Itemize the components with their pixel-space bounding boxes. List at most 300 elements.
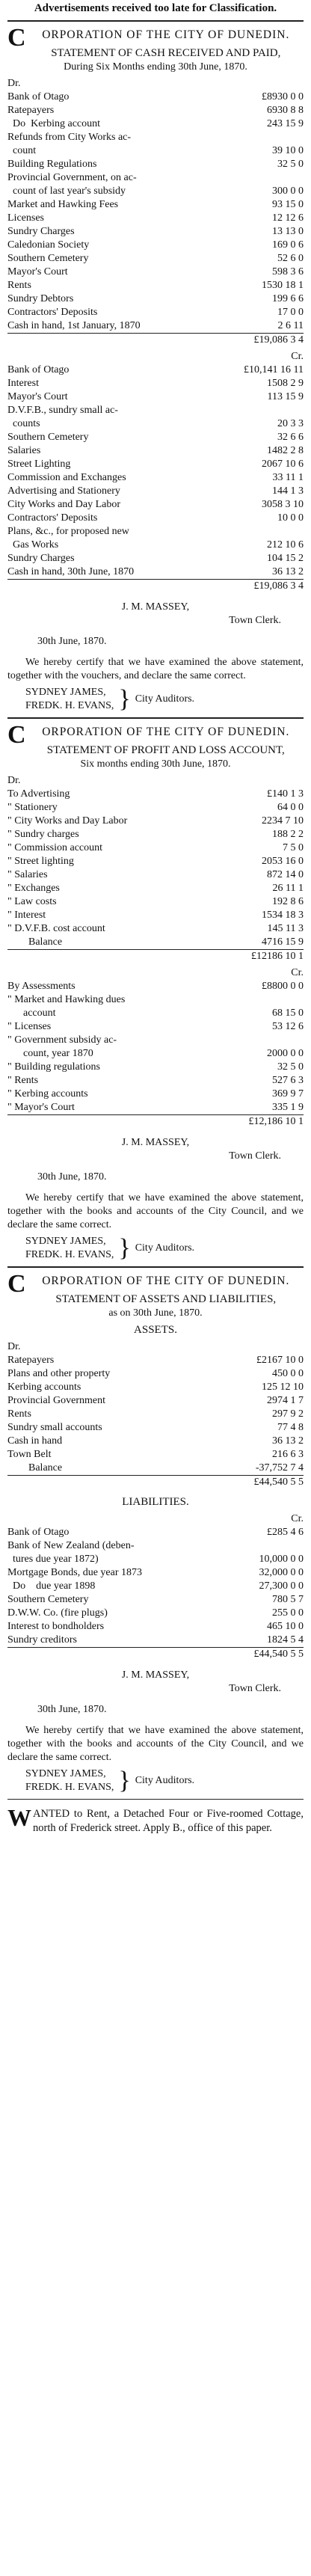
ledger-label: " D.V.F.B. cost account xyxy=(7,923,105,934)
ledger-row xyxy=(7,539,304,552)
ledger-row xyxy=(7,815,304,828)
ledger-row xyxy=(7,1421,304,1435)
ledger-amount: 4716 15 9 xyxy=(262,936,304,948)
ledger-amount: 77 4 8 xyxy=(277,1422,304,1433)
ledger-amount: 1824 5 4 xyxy=(267,1634,304,1646)
ledger-amount xyxy=(221,525,304,539)
ledger-label: Rents xyxy=(7,280,31,291)
credit-table xyxy=(7,364,304,579)
ledger-row xyxy=(7,117,304,131)
liabilities-table xyxy=(7,1526,304,1647)
ledger-row xyxy=(7,91,304,104)
ledger-label: count xyxy=(7,145,37,156)
statement-title: STATEMENT OF PROFIT AND LOSS ACCOUNT, xyxy=(46,744,285,756)
ledger-row xyxy=(7,1381,304,1394)
heading-text: ORPORATION OF THE CITY OF DUNEDIN. xyxy=(42,726,290,738)
ledger-amount: 113 15 9 xyxy=(267,391,304,402)
ledger-row xyxy=(7,841,304,855)
ledger-row xyxy=(7,131,304,144)
ledger-amount: 2000 0 0 xyxy=(267,1048,304,1059)
ledger-row xyxy=(7,909,304,922)
ledger-row xyxy=(7,1047,304,1061)
assets-heading: ASSETS. xyxy=(134,1324,177,1336)
ledger-row xyxy=(7,377,304,390)
ledger-label: Commission and Exchanges xyxy=(7,472,126,483)
ledger-row xyxy=(7,1620,304,1634)
ledger-label: " Government subsidy ac- xyxy=(7,1034,117,1046)
ledger-amount: 32 5 0 xyxy=(277,159,304,170)
debit-label: Dr. xyxy=(7,1341,21,1352)
auditor-role: City Auditors. xyxy=(135,693,195,705)
ledger-amount: 52 6 0 xyxy=(277,253,304,264)
credit-label: Cr. xyxy=(291,967,304,978)
ledger-row xyxy=(7,828,304,841)
ledger-row xyxy=(7,1034,304,1047)
ledger-label: Gas Works xyxy=(7,539,59,551)
ledger-label: Ratepayers xyxy=(7,1355,55,1366)
debit-label: Dr. xyxy=(7,78,21,89)
divider xyxy=(7,1266,304,1268)
total-amount: £44,540 5 5 xyxy=(221,1476,304,1490)
ledger-label: account xyxy=(7,1008,56,1019)
ledger-label: Sundry creditors xyxy=(7,1634,77,1646)
ledger-label: " Law costs xyxy=(7,896,57,907)
statement-title: STATEMENT OF CASH RECEIVED AND PAID, xyxy=(51,47,281,59)
ledger-row xyxy=(7,306,304,319)
ledger-label: Balance xyxy=(7,1462,63,1473)
ledger-label: Sundry small accounts xyxy=(7,1422,102,1433)
ledger-label: Southern Cemetery xyxy=(7,432,89,443)
ledger-amount: 32,000 0 0 xyxy=(259,1567,304,1578)
ledger-amount: 32 5 0 xyxy=(277,1061,304,1073)
statement-subtitle: During Six Months ending 30th June, 1870. xyxy=(64,61,247,73)
total-amount: £19,086 3 4 xyxy=(221,334,304,348)
drop-cap: C xyxy=(7,721,27,749)
ledger-label: Building Regulations xyxy=(7,159,97,170)
assets-liabilities-statement xyxy=(7,1270,304,1794)
ledger-label: Salaries xyxy=(7,445,41,456)
ledger-label: Cash in hand, 30th June, 1870 xyxy=(7,566,135,577)
ledger-label: Town Belt xyxy=(7,1449,52,1460)
ledger-row xyxy=(7,1367,304,1381)
drop-cap: W xyxy=(7,1804,31,1831)
ledger-row xyxy=(7,444,304,458)
ledger-row xyxy=(7,158,304,171)
credit-label: Cr. xyxy=(291,351,304,362)
ledger-label: Street Lighting xyxy=(7,459,71,470)
ledger-label: Southern Cemetery xyxy=(7,253,89,264)
ledger-amount: 6930 8 8 xyxy=(267,105,304,116)
section-heading xyxy=(7,1270,304,1298)
total-row xyxy=(7,580,304,594)
total-amount: £19,086 3 4 xyxy=(221,580,304,594)
ledger-row xyxy=(7,512,304,525)
brace-glyph: } xyxy=(118,1234,131,1262)
ledger-row xyxy=(7,364,304,377)
signature-title: Town Clerk. xyxy=(229,1150,281,1162)
ledger-label: Bank of Otago xyxy=(7,364,70,375)
ledger-label: Balance xyxy=(7,936,63,948)
profit-loss-statement xyxy=(7,721,304,1262)
ledger-amount: £8800 0 0 xyxy=(262,981,304,992)
ledger-row xyxy=(7,552,304,565)
certification: We hereby certify that we have examined the above statement, together with the books and accounts of the City Council, and we declare the same correct. xyxy=(7,1192,304,1230)
ledger-amount: 527 6 3 xyxy=(272,1075,304,1086)
ledger-row xyxy=(7,936,304,949)
ledger-label: Interest xyxy=(7,378,39,389)
ledger-label: Plans, &c., for proposed new xyxy=(7,526,129,537)
ledger-amount: 33 11 1 xyxy=(272,472,304,483)
ledger-amount: 2974 1 7 xyxy=(267,1395,304,1406)
auditor-role: City Auditors. xyxy=(135,1242,195,1254)
ledger-amount xyxy=(221,131,304,144)
signature-title: Town Clerk. xyxy=(229,1683,281,1694)
ledger-label: To Advertising xyxy=(7,788,70,800)
ledger-amount xyxy=(221,993,304,1007)
ledger-amount: 465 10 0 xyxy=(267,1621,304,1632)
ledger-amount: 255 0 0 xyxy=(272,1607,304,1619)
masthead: Advertisements received too late for Classification. xyxy=(34,2,277,14)
statement-date: 30th June, 1870. xyxy=(37,636,107,647)
ledger-label: Provincial Government xyxy=(7,1395,106,1406)
ledger-row xyxy=(7,882,304,895)
credit-table xyxy=(7,980,304,1114)
ledger-row xyxy=(7,1394,304,1408)
total-amount: £12186 10 1 xyxy=(221,950,304,964)
ledger-amount: 2053 16 0 xyxy=(262,856,304,867)
ledger-row xyxy=(7,855,304,868)
ledger-amount: 1508 2 9 xyxy=(267,378,304,389)
ledger-amount: £8930 0 0 xyxy=(262,91,304,102)
ledger-row xyxy=(7,471,304,485)
auditors-block xyxy=(7,1767,304,1794)
ledger-amount: 7 5 0 xyxy=(283,842,304,853)
ledger-label: Interest to bondholders xyxy=(7,1621,105,1632)
ledger-label: Sundry Debtors xyxy=(7,293,74,304)
ledger-row xyxy=(7,788,304,801)
ledger-amount: 1534 18 3 xyxy=(262,910,304,921)
auditors-block xyxy=(7,686,304,713)
ledger-label: " Salaries xyxy=(7,869,48,880)
ledger-row xyxy=(7,980,304,993)
divider xyxy=(7,20,304,22)
ledger-row xyxy=(7,1553,304,1566)
ledger-row xyxy=(7,1435,304,1448)
ledger-amount: 300 0 0 xyxy=(272,185,304,197)
ledger-row xyxy=(7,185,304,198)
ledger-label: " Commission account xyxy=(7,842,103,853)
ledger-amount: 145 11 3 xyxy=(267,923,304,934)
total-row xyxy=(7,1115,304,1129)
ledger-row xyxy=(7,922,304,936)
ledger-row xyxy=(7,485,304,498)
ledger-label: Contractors' Deposits xyxy=(7,307,98,318)
ledger-amount: 93 15 0 xyxy=(272,199,304,210)
auditor-name: SYDNEY JAMES, xyxy=(25,687,106,698)
ledger-label: " City Works and Day Labor xyxy=(7,815,128,827)
ledger-row xyxy=(7,993,304,1007)
ledger-row xyxy=(7,458,304,471)
drop-cap: C xyxy=(7,1270,27,1298)
statement-date: 30th June, 1870. xyxy=(37,1704,107,1715)
ledger-row xyxy=(7,1566,304,1580)
ledger-label: Bank of New Zealand (deben- xyxy=(7,1540,135,1551)
ledger-label: Cash in hand xyxy=(7,1435,63,1447)
ledger-amount xyxy=(221,171,304,185)
debit-table xyxy=(7,91,304,333)
ledger-row xyxy=(7,104,304,117)
ledger-row xyxy=(7,171,304,185)
ledger-row xyxy=(7,565,304,579)
ledger-row xyxy=(7,1539,304,1553)
ledger-amount: 32 6 6 xyxy=(277,432,304,443)
ledger-label: Advertising and Stationery xyxy=(7,485,120,497)
auditor-name: SYDNEY JAMES, xyxy=(25,1768,106,1779)
ledger-amount xyxy=(221,404,304,417)
ledger-row xyxy=(7,266,304,279)
ledger-amount: 192 8 6 xyxy=(272,896,304,907)
ledger-label: " Mayor's Court xyxy=(7,1102,75,1113)
total-row xyxy=(7,950,304,964)
ledger-row xyxy=(7,1020,304,1034)
ledger-row xyxy=(7,498,304,512)
ledger-amount: 598 3 6 xyxy=(272,266,304,277)
ledger-row xyxy=(7,1526,304,1539)
signature: J. M. MASSEY, xyxy=(121,601,190,613)
ledger-amount: 10,000 0 0 xyxy=(259,1554,304,1565)
ledger-amount: 1530 18 1 xyxy=(262,280,304,291)
ledger-row xyxy=(7,1088,304,1101)
ledger-label: Licenses xyxy=(7,212,44,224)
ledger-label: Market and Hawking Fees xyxy=(7,199,119,210)
ledger-row xyxy=(7,801,304,815)
brace-glyph: } xyxy=(118,685,131,713)
ledger-row xyxy=(7,868,304,882)
ledger-row xyxy=(7,292,304,306)
assets-total-table xyxy=(7,1475,304,1489)
debit-total-table xyxy=(7,333,304,347)
ledger-amount: £285 4 6 xyxy=(267,1527,304,1538)
assets-table xyxy=(7,1354,304,1475)
total-amount: £44,540 5 5 xyxy=(221,1648,304,1662)
certification: We hereby certify that we have examined the above statement, together with the vouchers, and declare the same correct. xyxy=(7,657,304,681)
ledger-amount: 17 0 0 xyxy=(277,307,304,318)
debit-total-table xyxy=(7,949,304,963)
total-row xyxy=(7,1648,304,1662)
ledger-amount: 169 0 6 xyxy=(272,239,304,251)
ledger-label: Do due year 1898 xyxy=(7,1580,96,1592)
ledger-amount: 36 13 2 xyxy=(272,566,304,577)
ledger-row xyxy=(7,225,304,239)
ledger-amount: 216 6 3 xyxy=(272,1449,304,1460)
ledger-amount: 212 10 6 xyxy=(267,539,304,551)
divider xyxy=(7,717,304,719)
auditor-name: FREDK. H. EVANS, xyxy=(25,1782,114,1793)
signature: J. M. MASSEY, xyxy=(121,1137,190,1148)
total-row xyxy=(7,1476,304,1490)
ledger-label: Cash in hand, 1st January, 1870 xyxy=(7,320,141,331)
notice-text: ANTED to Rent, a Detached Four or Five-roomed Cottage, north of Frederick street. Apply B., office of this paper. xyxy=(33,1808,304,1834)
ledger-label: Bank of Otago xyxy=(7,91,70,102)
cash-statement xyxy=(7,24,304,713)
ledger-row xyxy=(7,1580,304,1593)
ledger-label: Contractors' Deposits xyxy=(7,512,98,524)
ledger-amount: 68 15 0 xyxy=(272,1008,304,1019)
ledger-row xyxy=(7,1354,304,1367)
ledger-label: Provincial Government, on ac- xyxy=(7,172,137,183)
ledger-amount: 872 14 0 xyxy=(267,869,304,880)
ledger-label: City Works and Day Labor xyxy=(7,499,121,510)
ledger-amount: £2167 10 0 xyxy=(256,1355,304,1366)
ledger-amount: 26 11 1 xyxy=(272,883,304,894)
statement-subtitle: Six months ending 30th June, 1870. xyxy=(80,758,231,770)
ledger-amount: 780 5 7 xyxy=(272,1594,304,1605)
ledger-row xyxy=(7,525,304,539)
heading-text: ORPORATION OF THE CITY OF DUNEDIN. xyxy=(42,28,290,41)
ledger-amount: 20 3 3 xyxy=(277,418,304,429)
ledger-row xyxy=(7,279,304,292)
liabilities-heading: LIABILITIES. xyxy=(122,1496,189,1508)
ledger-row xyxy=(7,417,304,431)
ledger-row xyxy=(7,1593,304,1607)
ledger-amount: £10,141 16 11 xyxy=(244,364,304,375)
ledger-label: Sundry Charges xyxy=(7,553,75,564)
ledger-amount: 2067 10 6 xyxy=(262,459,304,470)
ledger-label: " Stationery xyxy=(7,802,58,813)
ledger-label: " Kerbing accounts xyxy=(7,1088,88,1100)
debit-label: Dr. xyxy=(7,775,21,786)
brace-glyph: } xyxy=(118,1767,131,1794)
ledger-label: " Rents xyxy=(7,1075,39,1086)
ledger-row xyxy=(7,1074,304,1088)
auditors-block xyxy=(7,1235,304,1262)
ledger-amount xyxy=(221,1539,304,1553)
signature-title: Town Clerk. xyxy=(229,615,281,626)
ledger-label: Mayor's Court xyxy=(7,391,68,402)
section-heading xyxy=(7,721,304,749)
ledger-label: tures due year 1872) xyxy=(7,1554,99,1565)
ledger-amount: 12 12 6 xyxy=(272,212,304,224)
ledger-label: " Market and Hawking dues xyxy=(7,994,126,1005)
ledger-label: Plans and other property xyxy=(7,1368,111,1379)
credit-total-table xyxy=(7,1114,304,1129)
ledger-amount: 10 0 0 xyxy=(277,512,304,524)
heading-text: ORPORATION OF THE CITY OF DUNEDIN. xyxy=(42,1275,290,1287)
ledger-amount: 144 1 3 xyxy=(272,485,304,497)
auditor-name: SYDNEY JAMES, xyxy=(25,1236,106,1247)
ledger-amount: 450 0 0 xyxy=(272,1368,304,1379)
ledger-amount: 199 6 6 xyxy=(272,293,304,304)
ledger-amount: 335 1 9 xyxy=(272,1102,304,1113)
ledger-amount: 39 10 0 xyxy=(272,145,304,156)
ledger-label: Southern Cemetery xyxy=(7,1594,89,1605)
ledger-label: Bank of Otago xyxy=(7,1527,70,1538)
ledger-label: " Exchanges xyxy=(7,883,60,894)
ledger-label: Do Kerbing account xyxy=(7,118,101,129)
statement-subtitle: as on 30th June, 1870. xyxy=(108,1307,203,1319)
statement-date: 30th June, 1870. xyxy=(37,1171,107,1183)
ledger-amount: 36 13 2 xyxy=(272,1435,304,1447)
total-amount: £12,186 10 1 xyxy=(221,1115,304,1129)
ledger-row xyxy=(7,1634,304,1647)
ledger-label: " Street lighting xyxy=(7,856,74,867)
ledger-row xyxy=(7,431,304,444)
ledger-row xyxy=(7,895,304,909)
auditor-name: FREDK. H. EVANS, xyxy=(25,700,114,711)
ledger-label: Mayor's Court xyxy=(7,266,68,277)
ledger-amount: 125 12 10 xyxy=(262,1381,304,1393)
ledger-amount xyxy=(221,1034,304,1047)
ledger-amount: 297 9 2 xyxy=(272,1408,304,1420)
ledger-amount: 64 0 0 xyxy=(277,802,304,813)
ledger-label: Refunds from City Works ac- xyxy=(7,132,132,143)
ledger-label: count, year 1870 xyxy=(7,1048,93,1059)
liabilities-total-table xyxy=(7,1647,304,1661)
credit-label: Cr. xyxy=(291,1513,304,1524)
statement-title: STATEMENT OF ASSETS AND LIABILITIES, xyxy=(55,1293,277,1305)
ledger-amount: 3058 3 10 xyxy=(262,499,304,510)
ledger-label: Rents xyxy=(7,1408,31,1420)
divider xyxy=(7,1799,304,1800)
ledger-row xyxy=(7,212,304,225)
auditor-role: City Auditors. xyxy=(135,1775,195,1786)
ledger-label: " Building regulations xyxy=(7,1061,100,1073)
total-row xyxy=(7,334,304,348)
ledger-amount: £140 1 3 xyxy=(267,788,304,800)
ledger-label: Caledonian Society xyxy=(7,239,90,251)
ledger-label: D.W.W. Co. (fire plugs) xyxy=(7,1607,108,1619)
ledger-label: Mortgage Bonds, due year 1873 xyxy=(7,1567,143,1578)
ledger-row xyxy=(7,390,304,404)
ledger-label: Sundry Charges xyxy=(7,226,75,237)
ledger-row xyxy=(7,1408,304,1421)
certification: We hereby certify that we have examined the above statement, together with the books and accounts of the City Council, and we declare the same correct. xyxy=(7,1725,304,1763)
ledger-label: " Interest xyxy=(7,910,46,921)
auditor-name: FREDK. H. EVANS, xyxy=(25,1249,114,1260)
ledger-label: Ratepayers xyxy=(7,105,55,116)
ledger-amount: 369 9 7 xyxy=(272,1088,304,1100)
ledger-row xyxy=(7,1607,304,1620)
ledger-amount: 1482 2 8 xyxy=(267,445,304,456)
ledger-amount: 13 13 0 xyxy=(272,226,304,237)
drop-cap: C xyxy=(7,24,27,52)
ledger-row xyxy=(7,404,304,417)
ledger-row xyxy=(7,1061,304,1074)
ledger-row xyxy=(7,1007,304,1020)
ledger-label: By Assessments xyxy=(7,981,76,992)
section-heading xyxy=(7,24,304,52)
ledger-label: counts xyxy=(7,418,40,429)
ledger-amount: 53 12 6 xyxy=(272,1021,304,1032)
ledger-row xyxy=(7,239,304,252)
ledger-amount: 27,300 0 0 xyxy=(259,1580,304,1592)
ledger-amount: 2 6 11 xyxy=(277,320,304,331)
ledger-row xyxy=(7,252,304,266)
ledger-amount: 104 15 2 xyxy=(267,553,304,564)
ledger-amount: 188 2 2 xyxy=(272,829,304,840)
ledger-row xyxy=(7,144,304,158)
ledger-label: D.V.F.B., sundry small ac- xyxy=(7,405,118,416)
ledger-amount: -37,752 7 4 xyxy=(255,1462,304,1473)
ledger-label: " Sundry charges xyxy=(7,829,79,840)
signature: J. M. MASSEY, xyxy=(121,1669,190,1681)
wanted-notice xyxy=(7,1804,304,1836)
ledger-row xyxy=(7,1101,304,1114)
ledger-row xyxy=(7,319,304,333)
credit-total-table xyxy=(7,579,304,593)
ledger-amount: 2234 7 10 xyxy=(262,815,304,827)
ledger-label: count of last year's subsidy xyxy=(7,185,126,197)
